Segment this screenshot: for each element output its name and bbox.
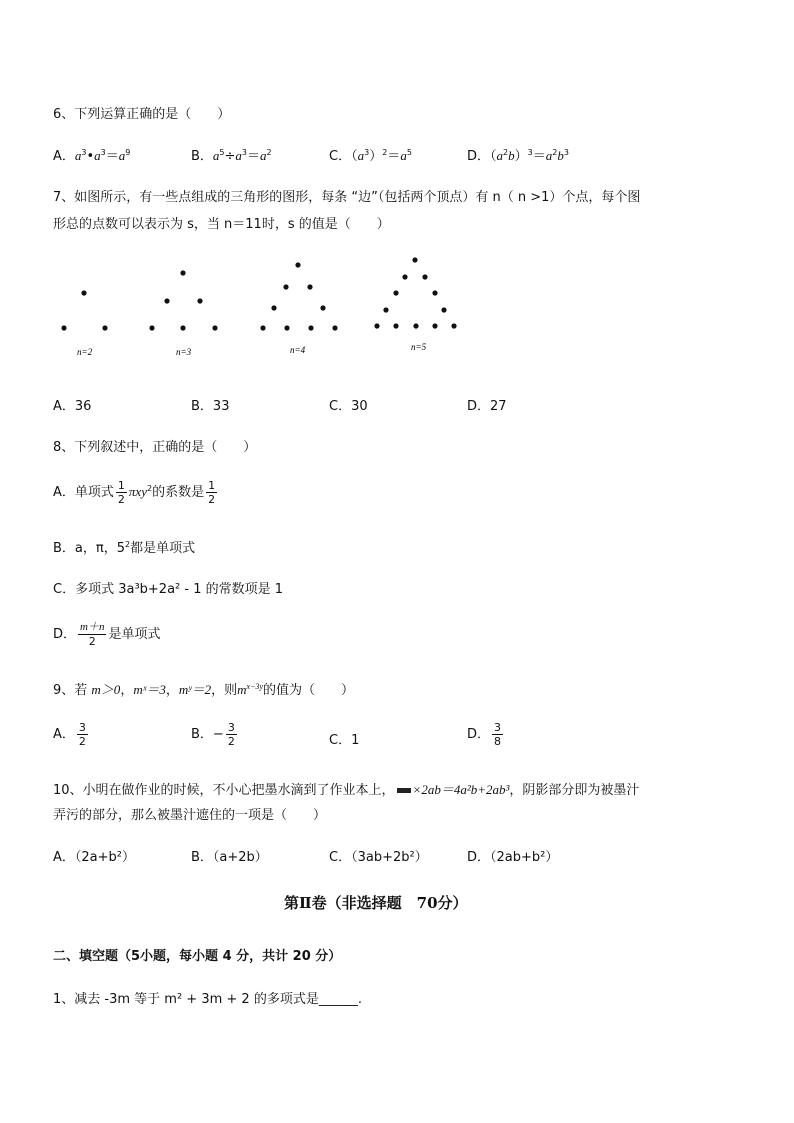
figure-label-n5: n=5 bbox=[411, 342, 427, 352]
fill-question-1: 1、减去 -3m 等于 m² + 3m + 2 的多项式是______. bbox=[53, 992, 362, 1007]
figure-label-n3: n=3 bbox=[176, 347, 192, 357]
part2-title: 第Ⅱ卷（非选择题 70分） bbox=[284, 894, 468, 912]
q9-option-c: C．1 bbox=[329, 733, 360, 748]
q8-option-b: B．a，π，$5^2$都是单项式 bbox=[53, 540, 196, 556]
q7-stem-line1: 7、如图所示，有一些点组成的三角形的图形，每条 “边”（包括两个顶点）有 n（ n >1）个点，每个图 bbox=[53, 190, 641, 205]
q9-stem: 9、若 m＞0，mˣ＝3，mʸ＝2，则$m^{x-3y}$的值为（ ） bbox=[53, 682, 355, 698]
q7-dot-triangle-figure bbox=[0, 240, 794, 370]
q9-option-a: A． $\frac{3}{2}$ bbox=[53, 721, 86, 748]
q10-option-a: A．（2a+b²） bbox=[53, 850, 135, 865]
q8-option-d: D． $\frac{m+n}{2}$ 是单项式 bbox=[53, 621, 161, 648]
q9-option-b: B．− $\frac{3}{2}$ bbox=[191, 721, 235, 748]
q8-stem: 8、下列叙述中，正确的是（ ） bbox=[53, 440, 257, 455]
q6-option-d: D．$(a^2b)^3=a^2b^3$ bbox=[467, 148, 569, 164]
section2-heading: 二、填空题（5小题，每小题 4 分，共计 20 分） bbox=[53, 949, 342, 964]
q10-stem-line1: 10、小明在做作业的时候，不小心把墨水滴到了作业本上， ×2ab＝4a²b+2ab³，阴影部分即为被墨汁 bbox=[53, 782, 640, 798]
q6-option-b: B．$a^5\div a^3=a^2$ bbox=[191, 148, 272, 164]
q9-option-d: D． $\frac{3}{8}$ bbox=[467, 721, 502, 748]
q10-option-d: D．（2ab+b²） bbox=[467, 850, 559, 865]
q7-option-d: D．27 bbox=[467, 399, 507, 414]
figure-label-n4: n=4 bbox=[290, 345, 306, 355]
q8-option-c: C．多项式 3a³b+2a² - 1 的常数项是 1 bbox=[53, 582, 284, 597]
figure-label-n2: n=2 bbox=[77, 347, 93, 357]
q7-option-b: B．33 bbox=[191, 399, 230, 414]
q7-stem-line2: 形总的点数可以表示为 s，当 n＝11时，s 的值是（ ） bbox=[53, 217, 390, 232]
q8-option-a: A．单项式 $\frac{1}{2}$ πxy$^2$的系数是 $\frac{1}{2}$ bbox=[53, 479, 216, 506]
q6-option-c: C．$(a^3)^2=a^5$ bbox=[329, 148, 412, 164]
q10-stem-line2: 弄污的部分，那么被墨汁遮住的一项是（ ） bbox=[53, 808, 327, 823]
q10-option-c: C．（3ab+2b²） bbox=[329, 850, 428, 865]
q10-option-b: B．（a+2b） bbox=[191, 850, 268, 865]
q7-option-a: A．36 bbox=[53, 399, 92, 414]
q7-option-c: C．30 bbox=[329, 399, 368, 414]
q6-option-a: A．$a^3•a^3=a^9$ bbox=[53, 148, 131, 164]
q6-stem: 6、下列运算正确的是（ ） bbox=[53, 107, 231, 122]
ink-blot bbox=[397, 788, 411, 793]
